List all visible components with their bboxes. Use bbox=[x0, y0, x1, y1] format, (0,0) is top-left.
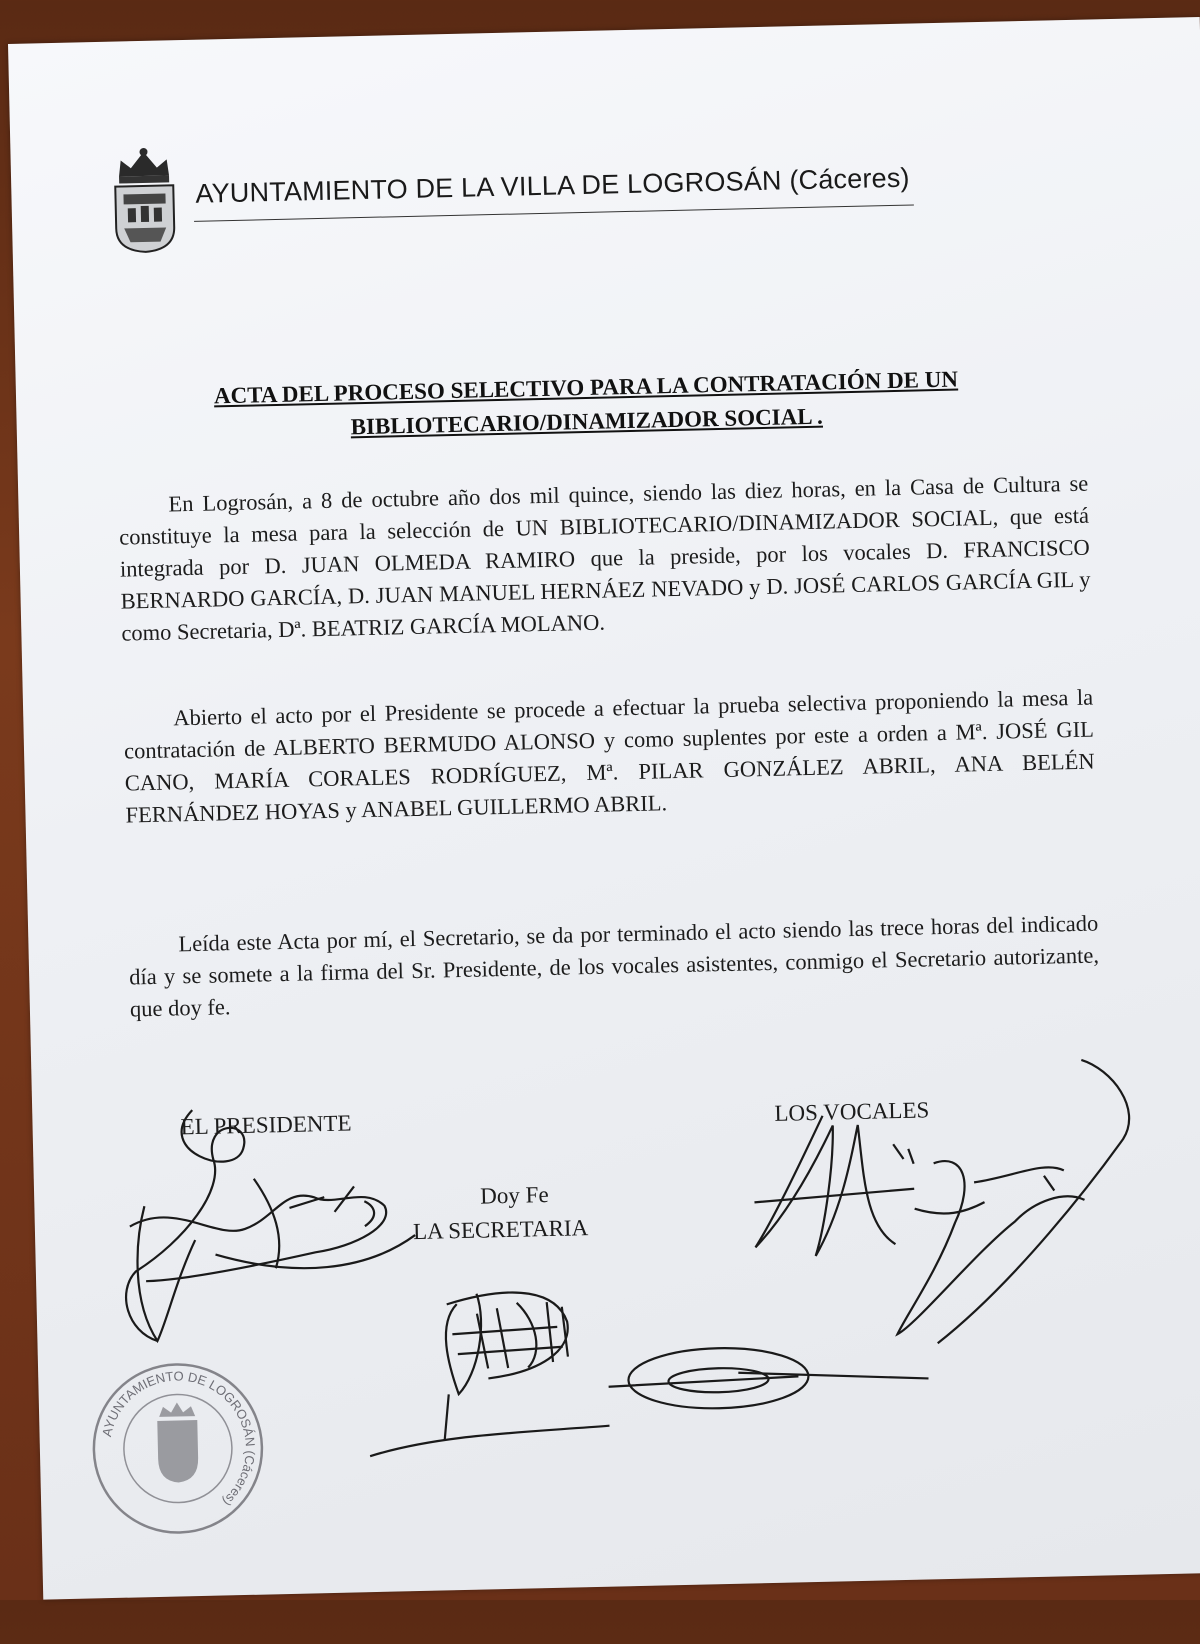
letterhead bbox=[108, 128, 930, 257]
doy-fe-label: Doy Fe bbox=[479, 1182, 549, 1209]
document-title bbox=[126, 361, 1047, 450]
title-line-1: ACTA DEL PROCESO SELECTIVO PARA LA CONTRATACIÓN DE UN bbox=[213, 366, 959, 409]
vocal-oval-signature bbox=[608, 1343, 929, 1410]
paragraph-selection: Abierto el acto por el Presidente se procede a efectuar la prueba selectiva proponiendo la mesa la contratación de ALBERTO BERMUDO ALONSO y como suplentes por este a orden a Mª. JOSÉ GIL CANO, MARÍA CORALES RODRÍGUEZ, Mª. PILAR GONZÁLEZ ABRIL, ANA BELÉN FERNÁNDEZ HOYAS y ANABEL GUILLERMO ABRIL. bbox=[123, 684, 1095, 828]
organization-name: AYUNTAMIENTO DE LA VILLA DE LOGROSÁN (Cáceres) bbox=[195, 162, 910, 209]
vocales-label: LOS VOCALES bbox=[774, 1097, 930, 1126]
president-signature bbox=[122, 1105, 418, 1342]
coat-of-arms-icon bbox=[108, 145, 180, 255]
stamp-text: AYUNTAMIENTO DE LOGROSÁN (Cáceres) bbox=[99, 1368, 258, 1510]
official-stamp bbox=[86, 1356, 270, 1540]
title-line-2: BIBLIOTECARIO/DINAMIZADOR SOCIAL . bbox=[350, 403, 824, 440]
secretaria-label: LA SECRETARIA bbox=[412, 1215, 589, 1245]
document-page bbox=[8, 17, 1200, 1600]
secretaria-signature bbox=[366, 1290, 610, 1456]
paragraph-closing: Leída este Acta por mí, el Secretario, se da por terminado el acto siendo las trece horas del indicado día y se somete a la firma del Sr. Presidente, de los vocales asistentes, conmigo el Secretario autorizante, que doy fe. bbox=[128, 910, 1100, 1022]
paragraph-constitution: En Logrosán, a 8 de octubre año dos mil quince, siendo las diez horas, en la Casa de Cultura se constituye la mesa para la selección de UN BIBLIOTECARIO/DINAMIZADOR SOCIAL, que está integrada por D. JUAN OLMEDA RAMIRO que la preside, por los vocales D. FRANCISCO BERNARDO GARCÍA, D. JUAN MANUEL HERNÁEZ NEVADO y D. JOSÉ CARLOS GARCÍA GIL y como Secretaria, Dª. BEATRIZ GARCÍA MOLANO. bbox=[118, 470, 1091, 646]
president-label: EL PRESIDENTE bbox=[180, 1110, 352, 1140]
